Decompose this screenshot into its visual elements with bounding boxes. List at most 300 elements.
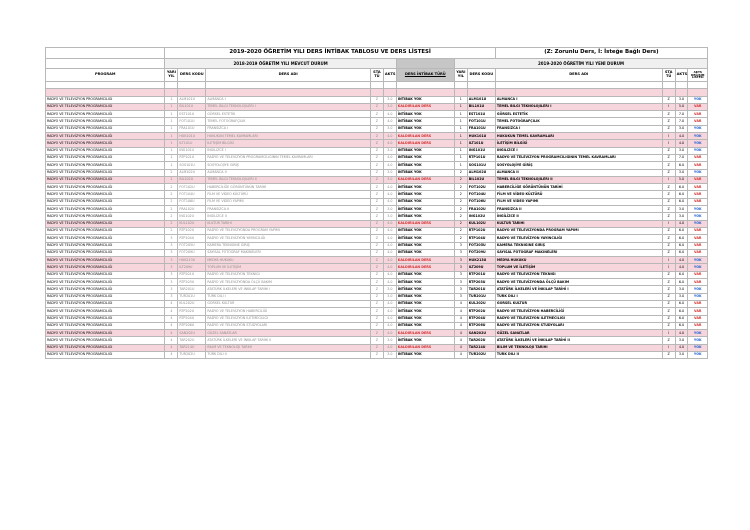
akts-change-cell: VAR: [688, 249, 708, 256]
old-course-name-cell: FİLM VE VİDEO KÜLTÜRÜ: [206, 191, 371, 198]
legend-text: (Z: Zorunlu Ders, İ: İsteğe Bağlı Ders): [495, 48, 707, 59]
old-status-cell: Z: [370, 213, 383, 220]
new-status-cell: Z: [662, 169, 675, 176]
new-akts-cell: 4.0: [675, 140, 688, 147]
new-akts-cell: 6.0: [675, 198, 688, 205]
new-semester-cell: 3: [454, 293, 467, 300]
old-code-cell: EST101U: [178, 111, 206, 118]
new-code-cell: [467, 82, 495, 89]
new-semester-cell: 2: [454, 235, 467, 242]
program-cell: RADYO VE TELEVİZYON PROGRAMCILIĞI: [46, 213, 165, 220]
new-akts-cell: [675, 89, 688, 96]
old-akts-cell: 4.0: [383, 344, 396, 351]
new-semester-cell: 4: [454, 315, 467, 322]
new-status-header: STA TÜ: [662, 69, 675, 82]
old-semester-cell: 4: [165, 322, 178, 329]
program-cell: RADYO VE TELEVİZYON PROGRAMCILIĞI: [46, 257, 165, 264]
new-code-cell: FOT101U: [467, 118, 495, 125]
akts-change-cell: YOK: [688, 286, 708, 293]
old-code-cell: FOT102U: [178, 184, 206, 191]
old-status-cell: Z: [370, 257, 383, 264]
old-semester-cell: 2: [165, 220, 178, 227]
old-course-name-cell: KAMERA TEKNİĞİNE GİRİŞ: [206, 242, 371, 249]
new-course-name-cell: BİLİM VE TEKNOLOJİ TARİHİ: [495, 344, 662, 351]
old-course-name-cell: GÖRSEL KÜLTÜR: [206, 300, 371, 307]
table-row: [46, 198, 708, 205]
new-code-cell: HUK213U: [467, 257, 495, 264]
new-status-cell: Z: [662, 125, 675, 132]
new-code-cell: RTP203U: [467, 279, 495, 286]
new-akts-cell: 6.0: [675, 315, 688, 322]
old-akts-cell: 4.0: [383, 242, 396, 249]
akts-change-cell: YOK: [688, 206, 708, 213]
program-cell: RADYO VE TELEVİZYON PROGRAMCILIĞI: [46, 184, 165, 191]
old-semester-cell: 1: [165, 133, 178, 140]
new-code-cell: ING102U: [467, 213, 495, 220]
old-status-cell: Z: [370, 111, 383, 118]
old-code-header: DERS KODU: [178, 69, 206, 82]
old-akts-cell: 3.0: [383, 206, 396, 213]
table-row: [46, 330, 708, 337]
old-status-cell: Z: [370, 198, 383, 205]
old-code-cell: TAR214U: [178, 344, 206, 351]
old-semester-header: YARI YIL: [165, 69, 178, 82]
new-semester-cell: 4: [454, 330, 467, 337]
old-akts-cell: 4.0: [383, 249, 396, 256]
adaptation-type-cell: KALDIRILAN DERS: [396, 103, 454, 110]
new-status-cell: [662, 82, 675, 89]
old-course-name-cell: ALMANCA II: [206, 169, 371, 176]
new-semester-cell: 1: [454, 140, 467, 147]
new-code-cell: RTP202U: [467, 308, 495, 315]
old-status-cell: [370, 89, 383, 96]
old-course-name-cell: HUKUKUN TEMEL KAVRAMLARI: [206, 133, 371, 140]
program-cell: RADYO VE TELEVİZYON PROGRAMCILIĞI: [46, 169, 165, 176]
new-code-cell: SAN202U: [467, 330, 495, 337]
old-semester-cell: 4: [165, 351, 178, 358]
new-akts-cell: 3.0: [675, 169, 688, 176]
old-code-cell: [178, 82, 206, 89]
old-code-cell: RTP102U: [178, 227, 206, 234]
akts-change-cell: VAR: [688, 118, 708, 125]
new-status-cell: İ: [662, 176, 675, 183]
new-akts-cell: 6.0: [675, 308, 688, 315]
old-course-name-cell: GÜZEL SANATLAR: [206, 330, 371, 337]
adaptation-type-cell: KALDIRILAN DERS: [396, 133, 454, 140]
akts-change-cell: [688, 82, 708, 89]
table-row: [46, 184, 708, 191]
old-code-cell: ILT101U: [178, 140, 206, 147]
new-code-cell: SOS101U: [467, 162, 495, 169]
new-course-name-cell: RADYO VE TELEVİZYONDA ÖLÇÜ BAKIM: [495, 279, 662, 286]
old-status-cell: Z: [370, 264, 383, 271]
old-status-cell: Z: [370, 184, 383, 191]
akts-change-cell: YOK: [688, 140, 708, 147]
new-course-name-cell: FRANSIZCA I: [495, 125, 662, 132]
old-akts-cell: 4.0: [383, 308, 396, 315]
old-akts-cell: 4.0: [383, 264, 396, 271]
new-code-cell: FRA102U: [467, 206, 495, 213]
old-akts-cell: 4.0: [383, 279, 396, 286]
program-cell: RADYO VE TELEVİZYON PROGRAMCILIĞI: [46, 103, 165, 110]
old-semester-cell: 3: [165, 235, 178, 242]
table-row: [46, 315, 708, 322]
old-code-cell: SOS101U: [178, 162, 206, 169]
new-status-cell: Z: [662, 279, 675, 286]
adaptation-type-cell: İNTİBAK YOK: [396, 337, 454, 344]
old-code-cell: RTP206U: [178, 322, 206, 329]
old-code-cell: FOT101U: [178, 118, 206, 125]
table-row: [46, 249, 708, 256]
adaptation-type-cell: İNTİBAK YOK: [396, 154, 454, 161]
akts-change-cell: VAR: [688, 279, 708, 286]
adaptation-type-cell: İNTİBAK YOK: [396, 198, 454, 205]
new-akts-cell: 7.0: [675, 118, 688, 125]
new-course-name-cell: GÖRSEL KÜLTÜR: [495, 300, 662, 307]
page-title: 2019-2020 ÖĞRETİM YILI DERS İNTİBAK TABLOSU VE DERS LİSTESİ: [165, 48, 495, 59]
new-semester-cell: 3: [454, 257, 467, 264]
new-akts-cell: 4.0: [675, 257, 688, 264]
table-row: [46, 111, 708, 118]
old-code-cell: BIL102U: [178, 176, 206, 183]
program-cell: RADYO VE TELEVİZYON PROGRAMCILIĞI: [46, 264, 165, 271]
old-semester-cell: 2: [165, 184, 178, 191]
program-cell: RADYO VE TELEVİZYON PROGRAMCILIĞI: [46, 111, 165, 118]
new-status-cell: [662, 89, 675, 96]
old-code-cell: FOT104U: [178, 191, 206, 198]
new-status-cell: Z: [662, 351, 675, 358]
table-row: [46, 308, 708, 315]
table-row: [46, 286, 708, 293]
table-row: [46, 125, 708, 132]
table-row: [46, 220, 708, 227]
new-akts-cell: 6.0: [675, 227, 688, 234]
new-akts-cell: 6.0: [675, 249, 688, 256]
akts-change-cell: VAR: [688, 162, 708, 169]
akts-change-cell: YOK: [688, 293, 708, 300]
new-akts-header: AKTS: [675, 69, 688, 82]
old-code-cell: RTP202U: [178, 308, 206, 315]
new-akts-cell: 4.0: [675, 330, 688, 337]
new-status-cell: İ: [662, 257, 675, 264]
old-code-cell: RTP104U: [178, 235, 206, 242]
new-course-name-cell: GÖRSEL ESTETİK: [495, 111, 662, 118]
new-status-cell: Z: [662, 184, 675, 191]
new-status-cell: Z: [662, 213, 675, 220]
new-code-header: DERS KODU: [467, 69, 495, 82]
old-course-name-cell: ALMANCA I: [206, 96, 371, 103]
old-akts-cell: [383, 89, 396, 96]
new-course-name-cell: SOSYOLOJİYE GİRİŞ: [495, 162, 662, 169]
old-semester-cell: 1: [165, 125, 178, 132]
old-status-cell: Z: [370, 133, 383, 140]
old-akts-header: AKTS: [383, 69, 396, 82]
new-status-cell: Z: [662, 198, 675, 205]
old-code-cell: TUR201U: [178, 293, 206, 300]
program-cell: RADYO VE TELEVİZYON PROGRAMCILIĞI: [46, 271, 165, 278]
new-semester-cell: 2: [454, 220, 467, 227]
old-status-cell: Z: [370, 220, 383, 227]
new-code-cell: FOT102U: [467, 184, 495, 191]
new-course-name-cell: TÜRK DİLİ I: [495, 293, 662, 300]
old-akts-cell: 4.0: [383, 162, 396, 169]
old-akts-cell: 4.0: [383, 184, 396, 191]
new-status-cell: Z: [662, 227, 675, 234]
new-code-cell: TAR201U: [467, 286, 495, 293]
table-row: [46, 235, 708, 242]
old-code-cell: [178, 89, 206, 96]
new-semester-cell: 2: [454, 227, 467, 234]
adaptation-type-cell: İNTİBAK YOK: [396, 147, 454, 154]
new-code-cell: ALM102U: [467, 169, 495, 176]
adaptation-type-cell: KALDIRILAN DERS: [396, 220, 454, 227]
new-code-cell: FRA101U: [467, 125, 495, 132]
new-code-cell: RTP206U: [467, 322, 495, 329]
old-name-header: DERS ADI: [206, 69, 371, 82]
old-course-name-cell: RADYO VE TELEVİZYON YAYINCILIĞI: [206, 235, 371, 242]
new-code-cell: FOT106U: [467, 198, 495, 205]
old-akts-cell: 4.0: [383, 330, 396, 337]
new-course-name-cell: TEMEL FOTOĞRAFÇILIK: [495, 118, 662, 125]
adaptation-type-cell: İNTİBAK YOK: [396, 111, 454, 118]
new-semester-cell: 2: [454, 213, 467, 220]
old-semester-cell: 1: [165, 162, 178, 169]
new-akts-cell: 6.0: [675, 271, 688, 278]
adaptation-type-cell: İNTİBAK YOK: [396, 162, 454, 169]
new-akts-cell: 3.0: [675, 147, 688, 154]
program-cell: RADYO VE TELEVİZYON PROGRAMCILIĞI: [46, 242, 165, 249]
program-cell: RADYO VE TELEVİZYON PROGRAMCILIĞI: [46, 220, 165, 227]
program-cell: RADYO VE TELEVİZYON PROGRAMCILIĞI: [46, 227, 165, 234]
adaptation-type-cell: KALDIRILAN DERS: [396, 140, 454, 147]
old-code-cell: ING102U: [178, 213, 206, 220]
new-semester-cell: 1: [454, 154, 467, 161]
old-status-cell: Z: [370, 344, 383, 351]
new-status-cell: İ: [662, 103, 675, 110]
table-row: [46, 96, 708, 103]
new-semester-cell: 2: [454, 198, 467, 205]
adaptation-type-cell: KALDIRILAN DERS: [396, 330, 454, 337]
program-cell: RADYO VE TELEVİZYON PROGRAMCILIĞI: [46, 147, 165, 154]
adaptation-type-cell: İNTİBAK YOK: [396, 293, 454, 300]
adaptation-type-cell: [396, 89, 454, 96]
table-row: [46, 271, 708, 278]
new-course-name-cell: RADYO VE TELEVİZYON PROGRAMCILIĞININ TEMEL KAVRAMLARI: [495, 154, 662, 161]
old-status-cell: Z: [370, 337, 383, 344]
old-akts-cell: 4.0: [383, 191, 396, 198]
adaptation-type-cell: İNTİBAK YOK: [396, 308, 454, 315]
old-semester-cell: 3: [165, 293, 178, 300]
old-status-cell: Z: [370, 249, 383, 256]
old-akts-cell: 3.0: [383, 286, 396, 293]
old-semester-cell: 1: [165, 111, 178, 118]
new-semester-cell: 3: [454, 271, 467, 278]
old-section-header: 2018-2019 ÖĞRETİM YILI MEVCUT DURUM: [165, 59, 396, 69]
old-course-name-cell: GÖRSEL ESTETİK: [206, 111, 371, 118]
old-semester-cell: 3: [165, 257, 178, 264]
old-akts-cell: 4.0: [383, 220, 396, 227]
new-course-name-cell: TEMEL BİLGİ TEKNOLOJİLERİ II: [495, 176, 662, 183]
old-course-name-cell: MEDYA HUKUKU: [206, 257, 371, 264]
new-semester-cell: 3: [454, 249, 467, 256]
old-akts-cell: 3.0: [383, 293, 396, 300]
akts-change-cell: YOK: [688, 96, 708, 103]
adaptation-type-cell: İNTİBAK YOK: [396, 191, 454, 198]
old-course-name-cell: RADYO VE TELEVİZYON PROGRAMCILIĞININ TEMEL KAVRAMLARI: [206, 154, 371, 161]
table-row: [46, 351, 708, 358]
new-akts-cell: 3.0: [675, 293, 688, 300]
old-course-name-cell: TEMEL BİLGİ TEKNOLOJİLERİ II: [206, 176, 371, 183]
adaptation-type-cell: İNTİBAK YOK: [396, 96, 454, 103]
akts-change-cell: VAR: [688, 176, 708, 183]
program-cell: RADYO VE TELEVİZYON PROGRAMCILIĞI: [46, 125, 165, 132]
akts-change-cell: VAR: [688, 308, 708, 315]
new-semester-cell: 4: [454, 344, 467, 351]
adaptation-type-cell: KALDIRILAN DERS: [396, 264, 454, 271]
old-akts-cell: 4.0: [383, 271, 396, 278]
table-row: [46, 293, 708, 300]
new-akts-cell: 6.0: [675, 322, 688, 329]
new-semester-cell: 3: [454, 279, 467, 286]
akts-change-cell: VAR: [688, 242, 708, 249]
old-status-cell: [370, 82, 383, 89]
old-status-cell: Z: [370, 308, 383, 315]
akts-change-cell: YOK: [688, 169, 708, 176]
old-status-cell: Z: [370, 322, 383, 329]
new-semester-cell: 4: [454, 351, 467, 358]
old-course-name-cell: FİLM VE VİDEO YAPIMI: [206, 198, 371, 205]
new-akts-cell: 3.0: [675, 125, 688, 132]
old-code-cell: TAR201U: [178, 286, 206, 293]
new-akts-cell: 3.0: [675, 351, 688, 358]
program-cell: RADYO VE TELEVİZYON PROGRAMCILIĞI: [46, 330, 165, 337]
table-row: [46, 279, 708, 286]
new-course-name-cell: RADYO VE TELEVİZYON HABERCİLİĞİ: [495, 308, 662, 315]
table-row: [46, 337, 708, 344]
old-course-name-cell: [206, 89, 371, 96]
old-course-name-cell: TÜRK DİLİ II: [206, 351, 371, 358]
new-semester-cell: 3: [454, 242, 467, 249]
program-cell: RADYO VE TELEVİZYON PROGRAMCILIĞI: [46, 235, 165, 242]
new-status-cell: Z: [662, 191, 675, 198]
old-akts-cell: 3.0: [383, 213, 396, 220]
old-semester-cell: 3: [165, 249, 178, 256]
new-code-cell: TAR214U: [467, 344, 495, 351]
akts-change-cell: YOK: [688, 351, 708, 358]
old-course-name-cell: İLETİŞİM BİLGİSİ: [206, 140, 371, 147]
program-cell: RADYO VE TELEVİZYON PROGRAMCILIĞI: [46, 322, 165, 329]
old-akts-cell: [383, 82, 396, 89]
old-semester-cell: 2: [165, 213, 178, 220]
table-row: [46, 169, 708, 176]
new-status-cell: Z: [662, 293, 675, 300]
old-akts-cell: 4.0: [383, 315, 396, 322]
new-code-cell: ILT209U: [467, 264, 495, 271]
old-akts-cell: 3.0: [383, 337, 396, 344]
old-semester-cell: 2: [165, 169, 178, 176]
program-header: PROGRAM: [46, 69, 165, 82]
adaptation-type-cell: İNTİBAK YOK: [396, 351, 454, 358]
new-status-cell: Z: [662, 249, 675, 256]
old-status-cell: Z: [370, 293, 383, 300]
table-row: [46, 154, 708, 161]
akts-change-cell: YOK: [688, 220, 708, 227]
new-code-cell: ING101U: [467, 147, 495, 154]
new-semester-cell: [454, 89, 467, 96]
akts-change-header: AKTS DEĞİŞİM LİSTESİ: [688, 69, 708, 82]
new-semester-cell: 3: [454, 286, 467, 293]
new-course-name-cell: TOPLUM VE İLETİŞİM: [495, 264, 662, 271]
new-code-cell: RTP204U: [467, 315, 495, 322]
new-course-name-cell: RADYO VE TELEVİZYONDA PROGRAM YAPIMI: [495, 227, 662, 234]
old-semester-cell: 4: [165, 330, 178, 337]
new-akts-cell: 6.0: [675, 162, 688, 169]
new-status-cell: Z: [662, 147, 675, 154]
akts-change-cell: VAR: [688, 235, 708, 242]
new-course-name-cell: RADYO VE TELEVİZYON YAYINCILIĞI: [495, 235, 662, 242]
akts-change-cell: YOK: [688, 213, 708, 220]
new-course-name-cell: FRANSIZCA II: [495, 206, 662, 213]
old-course-name-cell: RADYO VE TELEVİZYONDA ÖLÇÜ BAKIM: [206, 279, 371, 286]
old-course-name-cell: ATATÜRK İLKELERİ VE İNKILAP TARİHİ I: [206, 286, 371, 293]
new-course-name-cell: ATATÜRK İLKELERİ VE İNKILAP TARİHİ II: [495, 337, 662, 344]
old-semester-cell: 2: [165, 176, 178, 183]
new-course-name-cell: SAYISAL FOTOĞRAF MAKİNELERİ: [495, 249, 662, 256]
old-akts-cell: 4.0: [383, 227, 396, 234]
old-status-cell: Z: [370, 235, 383, 242]
new-course-name-cell: RADYO VE TELEVİZYON İLETMECİLİĞİ: [495, 315, 662, 322]
new-course-name-cell: RADYO VE TELEVİZYON STÜDYOLARI: [495, 322, 662, 329]
program-cell: RADYO VE TELEVİZYON PROGRAMCILIĞI: [46, 198, 165, 205]
new-course-name-cell: İNGİLİZCE I: [495, 147, 662, 154]
new-course-name-cell: FİLM VE VİDEO KÜLTÜRÜ: [495, 191, 662, 198]
program-cell: [46, 82, 165, 89]
new-akts-cell: 6.0: [675, 242, 688, 249]
table-row: [46, 213, 708, 220]
old-course-name-cell: FRANSIZCA I: [206, 125, 371, 132]
program-cell: RADYO VE TELEVİZYON PROGRAMCILIĞI: [46, 206, 165, 213]
old-code-cell: KUL202U: [178, 300, 206, 307]
akts-change-cell: YOK: [688, 344, 708, 351]
table-row: [46, 227, 708, 234]
new-status-cell: Z: [662, 315, 675, 322]
old-code-cell: ALM102U: [178, 169, 206, 176]
section-header-row: [46, 59, 708, 69]
new-status-cell: İ: [662, 133, 675, 140]
old-semester-cell: 3: [165, 271, 178, 278]
new-semester-cell: 1: [454, 125, 467, 132]
adaptation-type-cell: İNTİBAK YOK: [396, 118, 454, 125]
table-row: [46, 322, 708, 329]
old-course-name-cell: RADYO VE TELEVİZYON STÜDYOLARI: [206, 322, 371, 329]
old-code-cell: RTP203U: [178, 279, 206, 286]
program-cell: [46, 89, 165, 96]
new-status-cell: İ: [662, 344, 675, 351]
new-akts-cell: 6.0: [675, 191, 688, 198]
old-course-name-cell: TOPLUM VE İLETİŞİM: [206, 264, 371, 271]
old-semester-cell: [165, 89, 178, 96]
adaptation-type-header: DERS İNTİBAK TÜRÜ: [396, 69, 454, 82]
old-akts-cell: 4.0: [383, 118, 396, 125]
akts-change-cell: YOK: [688, 125, 708, 132]
table-row: [46, 264, 708, 271]
table-row: [46, 140, 708, 147]
new-semester-cell: 1: [454, 118, 467, 125]
old-code-cell: ING101U: [178, 147, 206, 154]
old-course-name-cell: BİLİM VE TEKNOLOJİ TARİHİ: [206, 344, 371, 351]
old-status-cell: Z: [370, 147, 383, 154]
old-semester-cell: 1: [165, 140, 178, 147]
